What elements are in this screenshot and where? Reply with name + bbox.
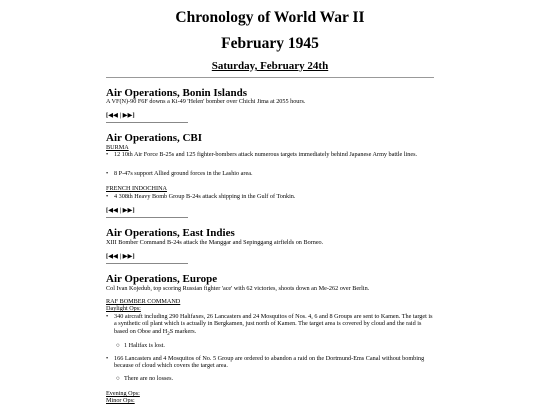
section-title-east-indies: Air Operations, East Indies (106, 227, 235, 239)
list-item: • 166 Lancasters and 4 Mosquitos of No. 5 Group are ordered to abandon a raid on the Dortmund-Ems Canal without bombing because of cloud which covers the target area. (106, 355, 425, 370)
nav-forward-link[interactable]: ▶▶] (122, 253, 135, 260)
nav-back-link[interactable]: [◀◀ (106, 253, 118, 260)
section-divider (106, 217, 188, 218)
nav-back-link[interactable]: [◀◀ (106, 207, 118, 214)
nav-back-link[interactable]: [◀◀ (106, 112, 118, 119)
nav-cbi (106, 206, 135, 214)
subheading-raf-bomber-command: RAF BOMBER COMMAND (106, 298, 181, 305)
section-divider (106, 122, 188, 123)
page-month: February 1945 (221, 35, 319, 52)
top-divider (106, 77, 434, 78)
section-divider (106, 263, 188, 264)
nav-separator: | (119, 253, 121, 260)
nav-separator: | (119, 112, 121, 119)
section-text-bonin: A VF(N)-90 F6F downs a Ki-49 'Helen' bomber over Chichi Jima at 2055 hours. (106, 98, 306, 105)
list-item: • 4 308th Heavy Bomb Group B-24s attack shipping in the Gulf of Tonkin. (106, 193, 296, 200)
nav-bonin (106, 111, 135, 119)
page-title: Chronology of World War II (175, 9, 365, 26)
list-item: ○ There are no losses. (116, 375, 174, 382)
subheading-daylight-ops: Daylight Ops: (106, 305, 141, 312)
nav-forward-link[interactable]: ▶▶] (122, 207, 135, 214)
section-title-cbi: Air Operations, CBI (106, 132, 203, 144)
section-title-bonin: Air Operations, Bonin Islands (106, 87, 248, 99)
nav-east-indies (106, 252, 135, 260)
nav-separator: | (119, 207, 121, 214)
list-item: • 340 aircraft including 290 Halifaxes, 26 Lancasters and 24 Mosquitos of Nos. 4, 6 and 8 Groups are sent to Kamen. The target is a synthetic oil plant which is actually in Bergkamen, just north of Kamen. The target area is covered by cloud and the raid is based on Oboe and $H_2S$ markers. (106, 313, 433, 338)
subheading-minor-ops: Minor Ops: (106, 397, 135, 404)
nav-forward-link[interactable]: ▶▶] (122, 112, 135, 119)
section-title-europe: Air Operations, Europe (106, 273, 218, 285)
page-date: Saturday, February 24th (211, 60, 329, 72)
subheading-burma: BURMA (106, 144, 129, 151)
list-item: • 8 P-47s support Allied ground forces in the Lashio area. (106, 170, 253, 177)
subheading-french-indochina: FRENCH INDOCHINA (106, 185, 168, 192)
subheading-evening-ops: Evening Ops: (106, 390, 140, 397)
section-text-europe: Col Ivan Kojedub, top scoring Russian fighter 'ace' with 62 victories, shoots down an Me-262 over Berlin. (106, 285, 370, 292)
list-item: ○ 1 Halifax is lost. (116, 342, 165, 349)
section-text-east-indies: XIII Bomber Command B-24s attack the Manggar and Sepinggang airfields on Borneo. (106, 239, 324, 246)
list-item: • 12 10th Air Force B-25s and 125 fighter-bombers attack numerous targets immediately behind Japanese Army battle lines. (106, 151, 418, 158)
